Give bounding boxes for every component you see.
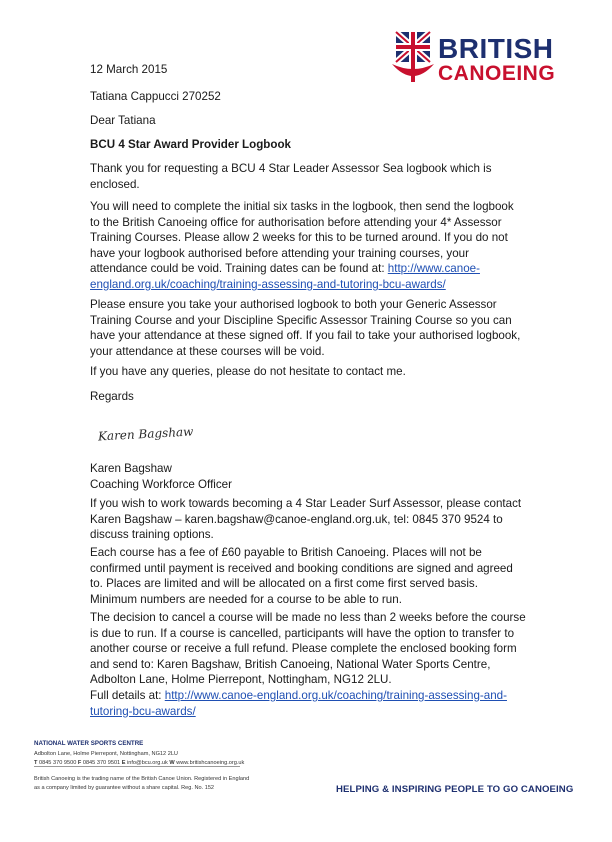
paragraph-line: Each course has a fee of £60 payable to British Canoeing. Places will not be xyxy=(90,546,482,559)
signer-block xyxy=(90,461,540,492)
phone-value: 0845 370 9500 xyxy=(37,760,78,766)
paragraph-line xyxy=(90,261,540,277)
web-value: www.britishcanoeing.org.uk xyxy=(174,760,245,766)
paragraph-line: confirmed until payment is received and booking conditions are signed and agreed xyxy=(90,561,513,575)
footer-tagline: HELPING & INSPIRING PEOPLE TO GO CANOEING xyxy=(336,784,574,795)
paragraph-line: have your logbook authorised before attending your training courses, your xyxy=(90,246,469,260)
paragraph-logbook-attendance xyxy=(90,297,540,359)
fax-value: 0845 370 9501 xyxy=(81,760,122,766)
paragraph-line: have your attendance at these signed off. If you fail to take your authorised logbook, xyxy=(90,329,521,343)
paragraph-queries: If you have any queries, please do not hesitate to contact me. xyxy=(90,365,406,378)
salutation: Dear Tatiana xyxy=(90,114,156,127)
paragraph-line: Thank you for requesting a BCU 4 Star Leader Assessor Sea logbook which is xyxy=(90,162,492,175)
paragraph-line: another course or receive a full refund. Please complete the enclosed booking form xyxy=(90,642,517,656)
paragraph-cancellation xyxy=(90,610,540,719)
paragraph-line: Karen Bagshaw – karen.bagshaw@canoe-england.org.uk, tel: 0845 370 9524 to xyxy=(90,512,503,526)
paragraph-line: Adbolton Lane, Holme Pierrepont, Nottingham, NG12 2LU. xyxy=(90,673,392,687)
paragraph-line xyxy=(90,688,540,704)
recipient-name: Tatiana Cappucci 270252 xyxy=(90,90,221,103)
email-value: info@bcu.org.uk xyxy=(125,760,170,766)
footer-legal-line-2: as a company limited by guarantee without a share capital. Reg. No. 152 xyxy=(34,785,215,791)
letter-subject: BCU 4 Star Award Provider Logbook xyxy=(90,138,291,151)
paragraph-line: You will need to complete the initial six tasks in the logbook, then send the logbook xyxy=(90,200,514,213)
paragraph-surf-assessor xyxy=(90,496,540,543)
paragraph-course-fee xyxy=(90,545,540,607)
paragraph-line: If you wish to work towards becoming a 4 Star Leader Surf Assessor, please contact xyxy=(90,497,522,510)
paragraph-line: The decision to cancel a course will be made no less than 2 weeks before the course xyxy=(90,611,526,624)
signer-title: Coaching Workforce Officer xyxy=(90,477,232,491)
paragraph-authorisation xyxy=(90,199,540,293)
closing: Regards xyxy=(90,390,134,403)
handwritten-signature xyxy=(96,420,206,448)
paragraph-line: to the British Canoeing office for authorisation before attending your 4* Assessor xyxy=(90,215,502,229)
paragraph-line: Training Courses. Please allow 2 weeks for this to be turned around. If you do not xyxy=(90,231,508,245)
footer-legal-line-1: British Canoeing is the trading name of the British Canoe Union. Registered in England xyxy=(34,776,250,782)
email-label: E xyxy=(121,760,126,766)
paragraph-line: discuss training options. xyxy=(90,528,214,542)
british-canoeing-logo xyxy=(390,26,562,96)
footer-divider xyxy=(34,766,240,767)
paragraph-line: and send to: Karen Bagshaw, British Canoeing, National Water Sports Centre, xyxy=(90,657,491,671)
svg-text:Karen Bagshaw: Karen Bagshaw xyxy=(97,424,194,444)
footer-heading: NATIONAL WATER SPORTS CENTRE xyxy=(34,740,144,747)
paragraph-line: Minimum numbers are needed for a course to be able to run. xyxy=(90,592,402,606)
training-dates-link[interactable]: http://www.canoe- xyxy=(387,262,480,276)
paragraph-request xyxy=(90,161,540,192)
paragraph-line: enclosed. xyxy=(90,177,140,191)
fax-label: F xyxy=(77,760,82,766)
footer-address: Adbolton Lane, Holme Pierrepont, Nottingham, NG12 2LU xyxy=(34,751,178,757)
paragraph-text: attendance could be void. Training dates can be found at: xyxy=(90,262,388,276)
full-details-label: Full details at: xyxy=(90,688,165,702)
paragraph-line: Training Course and your Discipline Specific Assessor Training Course so you can xyxy=(90,313,512,327)
logo-word-british: BRITISH xyxy=(438,33,554,64)
training-dates-link-continued[interactable]: england.org.uk/coaching/training-assessing-and-tutoring-bcu-awards/ xyxy=(90,277,446,291)
paragraph-line: is due to run. If a course is cancelled, participants will have the option to transfer to xyxy=(90,626,515,640)
letter-date: 12 March 2015 xyxy=(90,63,168,76)
phone-label: T xyxy=(34,760,38,766)
full-details-link-continued[interactable]: tutoring-bcu-awards/ xyxy=(90,704,196,718)
paragraph-line: your attendance at these courses will be void. xyxy=(90,344,325,358)
logo-word-canoeing: CANOEING xyxy=(438,62,556,85)
signer-name: Karen Bagshaw xyxy=(90,462,172,475)
paragraph-line: to. Places are limited and will be allocated on a first come first served basis. xyxy=(90,577,478,591)
paragraph-line: Please ensure you take your authorised logbook to both your Generic Assessor xyxy=(90,298,497,311)
web-label: W xyxy=(169,760,175,766)
full-details-link[interactable]: http://www.canoe-england.org.uk/coaching/training-assessing-and- xyxy=(164,688,507,702)
